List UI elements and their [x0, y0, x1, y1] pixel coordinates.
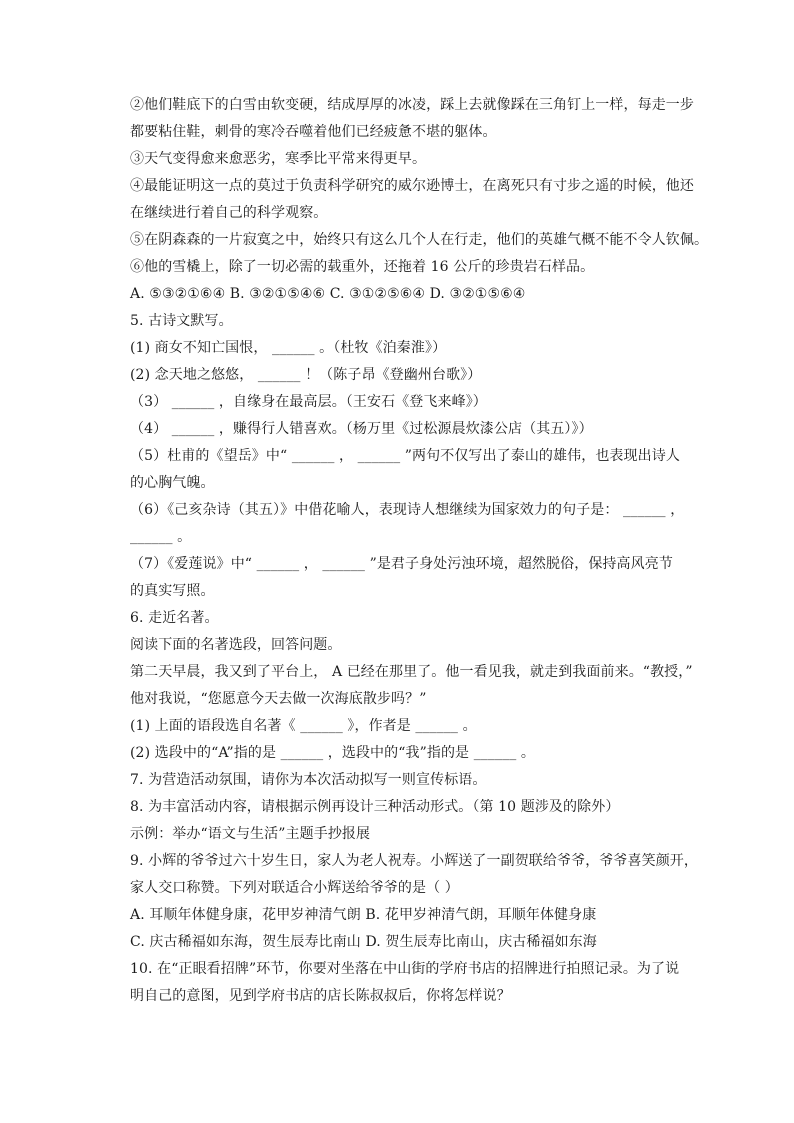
- text-line: 在继续进行着自己的科学观察。: [130, 205, 328, 221]
- text-line: 明自己的意图，见到学府书店的店长陈叔叔后，你将怎样说？: [130, 988, 511, 1004]
- text-line: (2) 念天地之悠悠， ______ ！（陈子昂《登幽州台歌》）: [130, 367, 482, 383]
- text-line: （6）《己亥杂诗（其五）》中借花喻人，表现诗人想继续为国家效力的句子是： ______ ，: [130, 502, 685, 518]
- text-line: 阅读下面的名著选段，回答问题。: [130, 637, 342, 653]
- answer-options: A. 耳顺年体健身康，花甲岁神清气朗 B. 花甲岁神清气朗，耳顺年体健身康: [130, 907, 597, 923]
- text-line: （5）杜甫的《望岳》中“ ______ ， ______ ”两句不仅写出了泰山的雄伟，也表现出诗人: [130, 448, 680, 464]
- text-line: 他对我说，“您愿意今天去做一次海底散步吗？”: [130, 691, 427, 707]
- text-line: ③天气变得愈来愈恶劣，寒季比平常来得更早。: [130, 151, 427, 167]
- text-line: 示例：举办“语文与生活”主题手抄报展: [130, 826, 371, 842]
- question-heading: 6. 走近名著。: [130, 610, 219, 626]
- text-line: ②他们鞋底下的白雪由软变硬，结成厚厚的冰凌，踩上去就像踩在三角钉上一样，每走一步: [130, 97, 694, 113]
- text-line: 都要粘住鞋，刺骨的寒冷吞噬着他们已经疲惫不堪的躯体。: [130, 124, 497, 140]
- text-line: (1) 商女不知亡国恨， ______ 。（杜牧《泊秦淮》）: [130, 340, 447, 356]
- text-line: ⑥他的雪橇上，除了一切必需的载重外，还拖着 16 公斤的珍贵岩石样品。: [130, 259, 595, 275]
- question-heading: 10. 在“正眼看招牌”环节，你要对坐落在中山街的学府书店的招牌进行拍照记录。为了说: [130, 961, 680, 977]
- question-heading: 5. 古诗文默写。: [130, 313, 233, 329]
- question-heading: 8. 为丰富活动内容，请根据示例再设计三种活动形式。（第 10 题涉及的除外）: [130, 799, 620, 815]
- question-heading: 9. 小辉的爷爷过六十岁生日，家人为老人祝寿。小辉送了一副贺联给爷爷，爷爷喜笑颜开，: [130, 853, 699, 869]
- document-body: [130, 92, 709, 1010]
- text-line: ⑤在阴森森的一片寂寞之中，始终只有这么几个人在行走，他们的英雄气概不能不令人钦佩。: [130, 232, 709, 248]
- text-line: （7）《爱莲说》中“ ______ ， ______ ”是君子身处污浊环境，超然脱俗，保持高风亮节: [130, 556, 673, 572]
- text-line: 第二天早晨，我又到了平台上， A 已经在那里了。他一看见我，就走到我面前来。“教授，”: [130, 664, 693, 680]
- text-line: （4） ______ ，赚得行人错喜欢。（杨万里《过松源晨炊漆公店（其五）》）: [130, 421, 593, 437]
- text-line: (2) 选段中的“A”指的是 ______ ，选段中的“我”指的是 ______ 。: [130, 745, 535, 761]
- text-line: 的心胸气魄。: [130, 475, 215, 491]
- text-line: 的真实写照。: [130, 583, 215, 599]
- text-line: （3） ______ ，自缘身在最高层。（王安石《登飞来峰》）: [130, 394, 487, 410]
- text-line: ______ 。: [130, 529, 192, 545]
- text-line: ④最能证明这一点的莫过于负责科学研究的威尔逊博士，在离死只有寸步之遥的时候，他还: [130, 178, 694, 194]
- answer-options: A. ⑤③②①⑥④ B. ③②①⑤④⑥ C. ③①②⑤⑥④ D. ③②①⑤⑥④: [130, 286, 526, 302]
- question-heading: 7. 为营造活动氛围，请你为本次活动拟写一则宣传标语。: [130, 772, 487, 788]
- text-line: (1) 上面的语段选自名著《 ______ 》，作者是 ______ 。: [130, 718, 477, 734]
- text-line: 家人交口称赞。下列对联适合小辉送给爷爷的是（ ）: [130, 880, 459, 896]
- answer-options: C. 庆古稀福如东海，贺生辰寿比南山 D. 贺生辰寿比南山，庆古稀福如东海: [130, 934, 597, 950]
